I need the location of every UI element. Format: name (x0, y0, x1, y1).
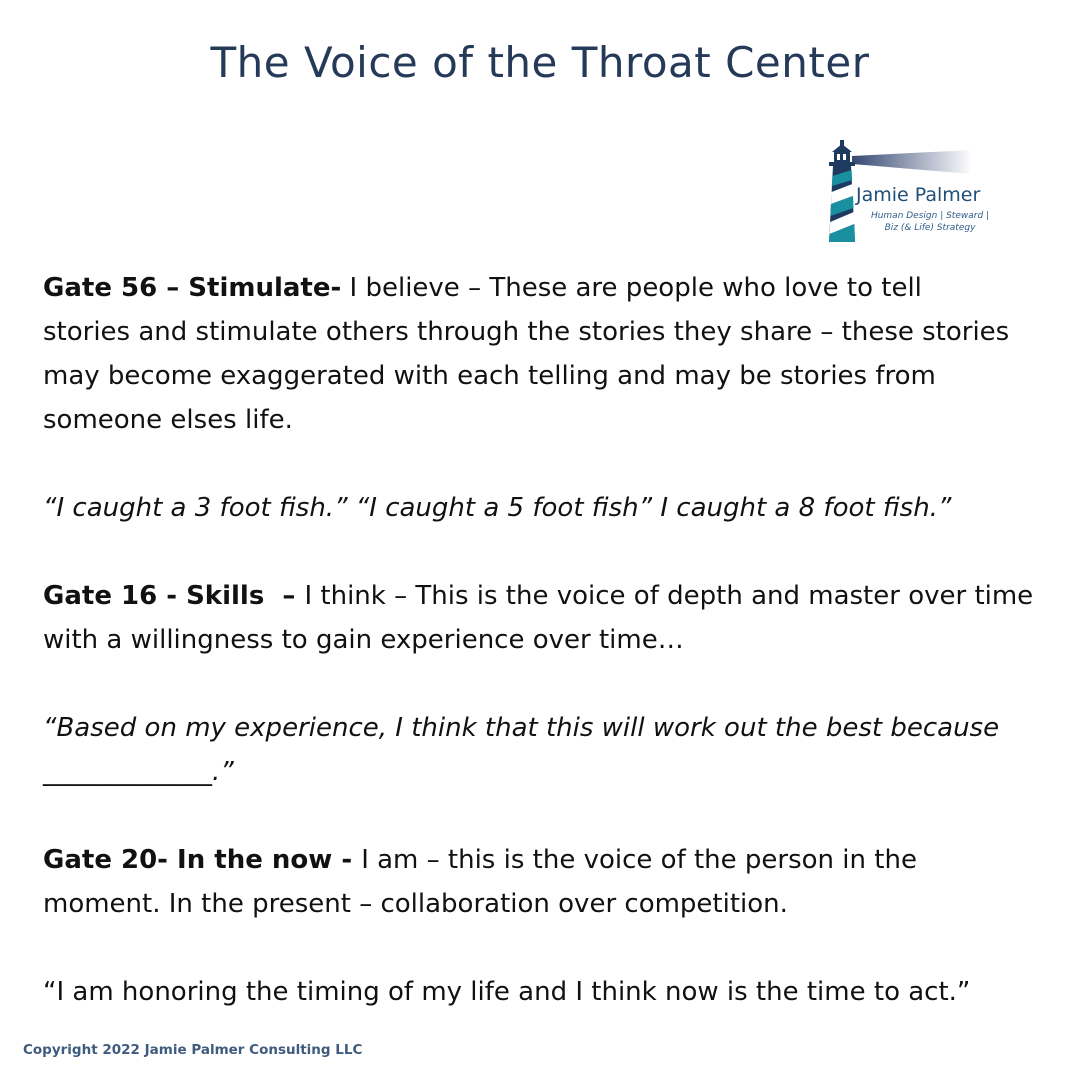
logo-tagline-line: Biz (& Life) Strategy (884, 223, 976, 233)
gate-16-body: I think – This is the voice of depth and master over time (304, 581, 1034, 611)
gates-content (43, 266, 1053, 1014)
gate-16-paragraph (43, 574, 1053, 618)
gate-56-body-line: someone elses life. (43, 405, 293, 435)
logo-name: Jamie Palmer (856, 184, 981, 206)
gate-56-paragraph (43, 266, 1053, 310)
gate-16-body-line: with a willingness to gain experience over time… (43, 625, 684, 655)
gate-20-body-line: moment. In the present – collaboration over competition. (43, 889, 788, 919)
logo-tagline-line: Human Design | Steward | (870, 211, 990, 221)
gate-56-quote: “I caught a 3 foot fish.” “I caught a 5 foot fish” I caught a 8 foot fish.” (43, 493, 952, 523)
gate-56-body: I believe – These are people who love to tell (341, 273, 922, 303)
page-title: The Voice of the Throat Center (210, 38, 870, 87)
gate-20-quote: “I am honoring the timing of my life and I think now is the time to act.” (43, 977, 971, 1007)
gate-56-heading: Gate 56 – Stimulate (43, 273, 331, 303)
gate-16-quote: “Based on my experience, I think that this will work out the best because (43, 713, 1000, 743)
gate-16-quote-blank: _____________.” (43, 757, 234, 787)
gate-20-heading: Gate 20- In the now (43, 845, 333, 875)
gate-56-body-line: may become exaggerated with each telling and may be stories from (43, 361, 936, 391)
gate-56-body-line: stories and stimulate others through the stories they share – these stories (43, 317, 1010, 347)
gate-20-separator: - (332, 845, 362, 875)
copyright-notice: Copyright 2022 Jamie Palmer Consulting LLC (23, 1042, 363, 1058)
brand-logo (822, 140, 1012, 246)
gate-56-separator: - (330, 273, 342, 303)
gate-16-separator: – (264, 581, 305, 611)
gate-20-body: I am – this is the voice of the person in the (361, 845, 917, 875)
gate-20-paragraph (43, 838, 1053, 882)
logo-tagline (864, 210, 996, 234)
gate-16-heading: Gate 16 - Skills (43, 581, 265, 611)
